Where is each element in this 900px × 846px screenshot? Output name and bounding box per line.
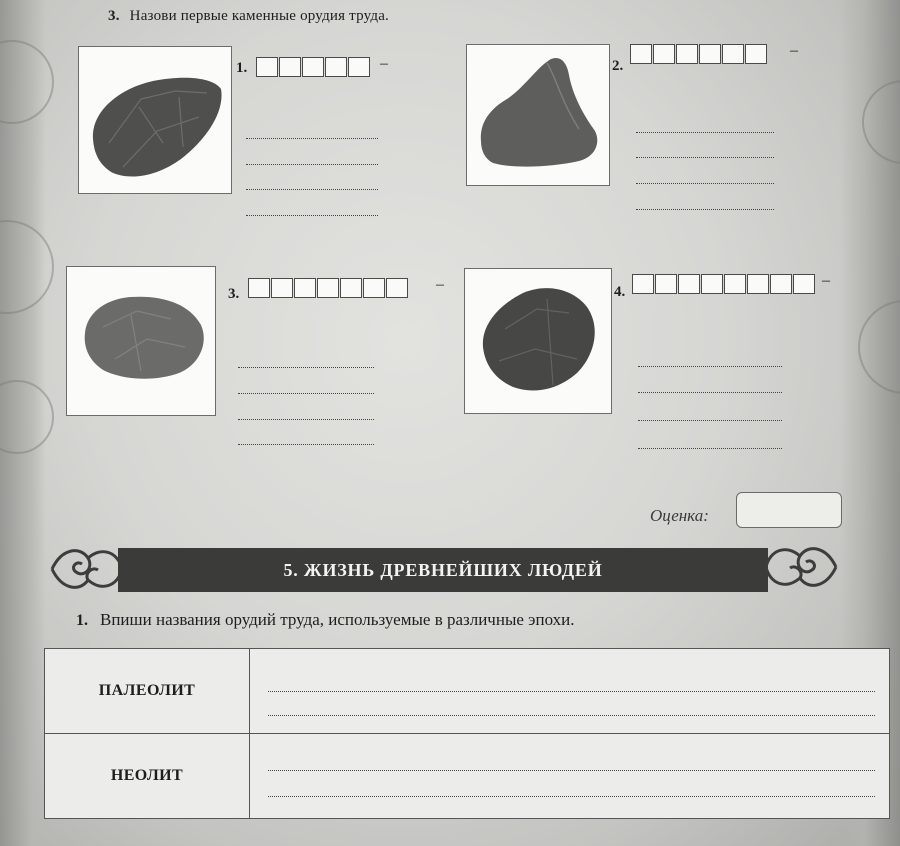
right-ornament-icon xyxy=(762,538,840,596)
stone-tool-photo-3 xyxy=(66,266,216,416)
task3-heading xyxy=(108,8,389,25)
item-number-1: 1. xyxy=(236,60,248,76)
section-title: 5. ЖИЗНЬ ДРЕВНЕЙШИХ ЛЮДЕЙ xyxy=(283,560,603,580)
letter-cell[interactable] xyxy=(770,274,792,294)
task3-number: 3. xyxy=(108,8,120,24)
left-ornament-icon xyxy=(48,540,126,598)
answer-cell[interactable] xyxy=(250,734,890,819)
letter-cell[interactable] xyxy=(294,278,316,298)
task3-title: Назови первые каменные орудия труда. xyxy=(129,8,390,24)
letter-cell[interactable] xyxy=(630,44,652,64)
letter-cell[interactable] xyxy=(271,278,293,298)
letter-cell[interactable] xyxy=(248,278,270,298)
epoch-label-paleolithic: ПАЛЕОЛИТ xyxy=(45,649,250,734)
letter-cell[interactable] xyxy=(745,44,767,64)
letter-cell[interactable] xyxy=(747,274,769,294)
letter-cell[interactable] xyxy=(632,274,654,294)
letter-cell[interactable] xyxy=(701,274,723,294)
stone-tool-photo-2 xyxy=(466,44,610,186)
stone-tool-image xyxy=(465,269,613,415)
answer-line[interactable] xyxy=(268,770,875,771)
stone-tool-image xyxy=(467,45,611,187)
task1-title: Впиши названия орудий труда, используемые в различные эпохи. xyxy=(100,610,575,629)
answer-line[interactable] xyxy=(636,132,774,133)
dash-3: – xyxy=(436,276,444,293)
answer-line[interactable] xyxy=(246,189,378,190)
letter-cell[interactable] xyxy=(340,278,362,298)
section-banner xyxy=(118,548,768,592)
letter-cells-1 xyxy=(256,57,371,77)
letter-cells-3 xyxy=(248,278,409,298)
item-number-3: 3. xyxy=(228,286,240,302)
answer-line[interactable] xyxy=(246,164,378,165)
letter-cell[interactable] xyxy=(655,274,677,294)
letter-cells-2 xyxy=(630,44,768,64)
dash-1: – xyxy=(380,55,388,72)
dash-4: – xyxy=(822,272,830,289)
letter-cell[interactable] xyxy=(676,44,698,64)
letter-cell[interactable] xyxy=(724,274,746,294)
answer-cell[interactable] xyxy=(250,649,890,734)
letter-cell[interactable] xyxy=(386,278,408,298)
answer-line[interactable] xyxy=(246,215,378,216)
answer-line[interactable] xyxy=(638,448,782,449)
answer-line[interactable] xyxy=(638,366,782,367)
answer-line[interactable] xyxy=(238,393,374,394)
letter-cell[interactable] xyxy=(699,44,721,64)
answer-line[interactable] xyxy=(636,183,774,184)
answer-line[interactable] xyxy=(238,444,374,445)
dash-2: – xyxy=(790,42,798,59)
stone-tool-photo-1 xyxy=(78,46,232,194)
answer-line[interactable] xyxy=(638,392,782,393)
answer-line[interactable] xyxy=(636,209,774,210)
answer-line[interactable] xyxy=(268,715,875,716)
epoch-label-neolithic: НЕОЛИТ xyxy=(45,734,250,819)
letter-cell[interactable] xyxy=(279,57,301,77)
answer-line[interactable] xyxy=(268,691,875,692)
answer-line[interactable] xyxy=(636,157,774,158)
letter-cell[interactable] xyxy=(653,44,675,64)
answer-line[interactable] xyxy=(246,138,378,139)
task1-heading xyxy=(76,610,575,630)
letter-cell[interactable] xyxy=(317,278,339,298)
item-number-2: 2. xyxy=(612,58,624,74)
letter-cell[interactable] xyxy=(348,57,370,77)
answer-line[interactable] xyxy=(268,796,875,797)
letter-cell[interactable] xyxy=(793,274,815,294)
stone-tool-photo-4 xyxy=(464,268,612,414)
answer-line[interactable] xyxy=(638,420,782,421)
letter-cell[interactable] xyxy=(302,57,324,77)
table-row xyxy=(45,649,890,734)
answer-line[interactable] xyxy=(238,419,374,420)
task1-number: 1. xyxy=(76,612,88,629)
answer-line[interactable] xyxy=(238,367,374,368)
letter-cells-4 xyxy=(632,274,816,294)
letter-cell[interactable] xyxy=(325,57,347,77)
letter-cell[interactable] xyxy=(363,278,385,298)
letter-cell[interactable] xyxy=(678,274,700,294)
grade-label: Оценка: xyxy=(650,506,709,525)
letter-cell[interactable] xyxy=(256,57,278,77)
item-number-4: 4. xyxy=(614,284,626,300)
epochs-table xyxy=(44,648,890,819)
grade-box[interactable] xyxy=(736,492,842,528)
table-row xyxy=(45,734,890,819)
stone-tool-image xyxy=(67,267,217,417)
letter-cell[interactable] xyxy=(722,44,744,64)
stone-tool-image xyxy=(79,47,233,195)
